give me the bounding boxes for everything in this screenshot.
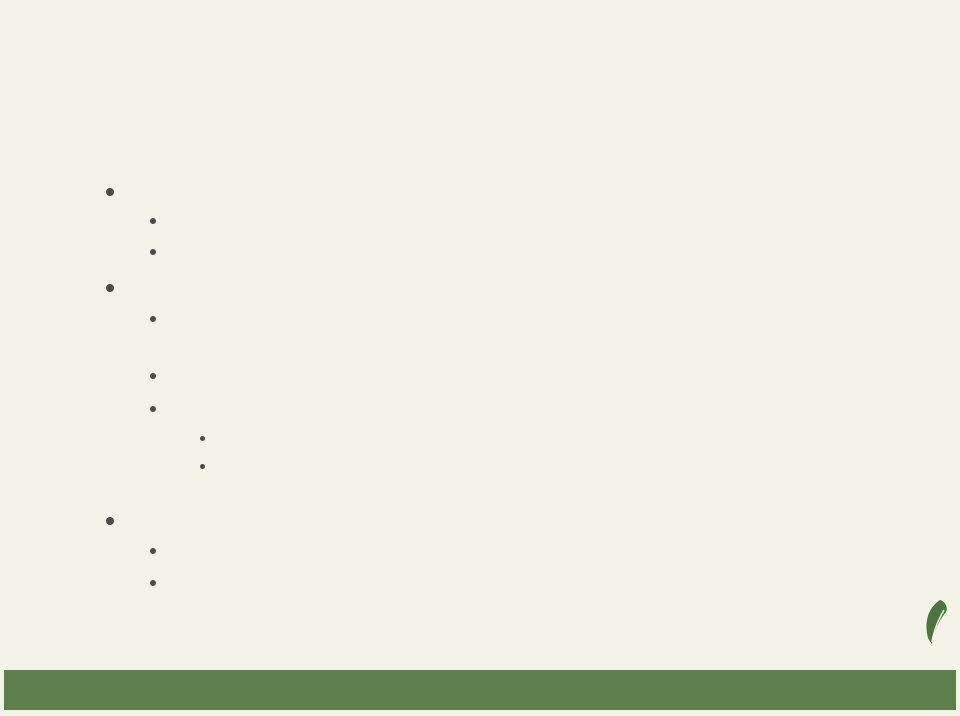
bullet-dot [106,284,114,292]
bullet-dot [150,580,156,586]
decorative-top-squares [14,4,960,48]
bullet-dot [106,188,114,196]
bottom-bar [4,670,956,710]
bullet-dot [150,406,156,412]
elte-econ-logo [900,598,956,662]
bullet-dot [150,373,156,379]
bullet-dot [150,548,156,554]
leaf-icon [922,598,948,646]
bullet-dot [150,218,156,224]
bullet-dot [106,517,114,525]
decorative-side-squares [942,28,960,268]
bullet-dot [150,249,156,255]
bullet-dot [200,464,205,469]
bullet-dot [200,436,205,441]
bullet-dot [150,316,156,322]
